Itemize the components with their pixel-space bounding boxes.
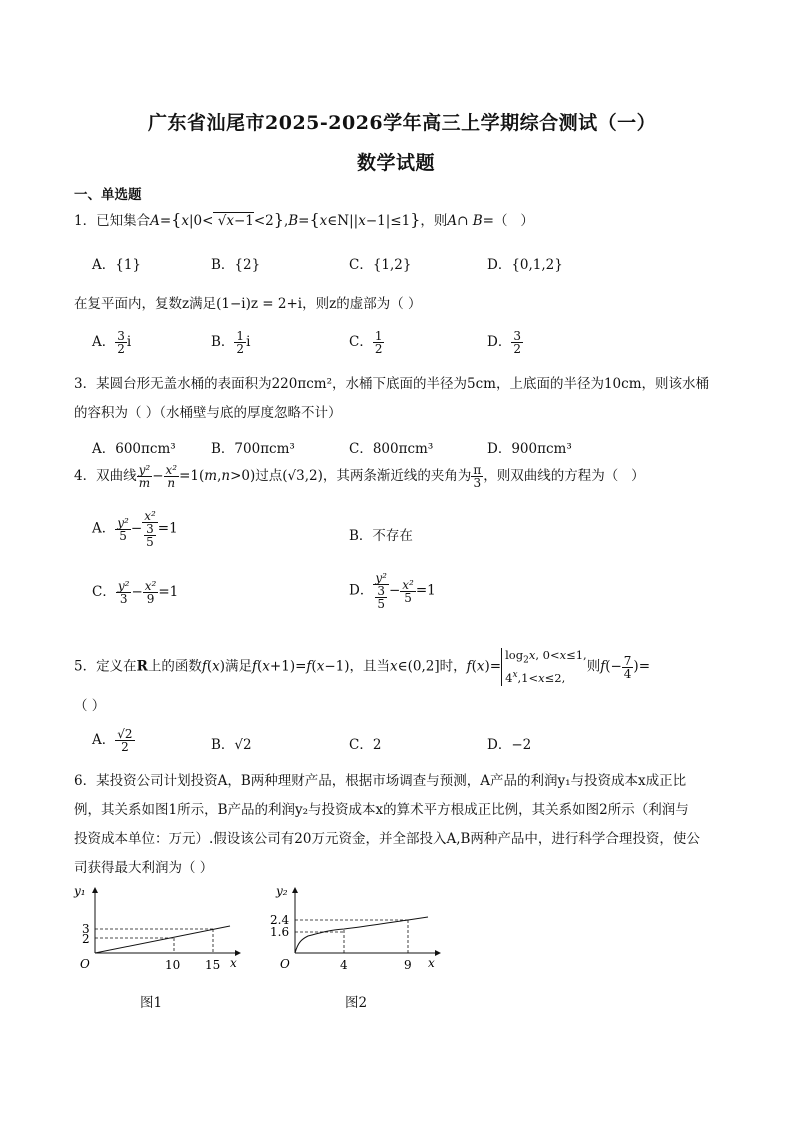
- question-1: 1．已知集合A={x|0< √x−1<2},B={x∈N||x−1|≤1}，则A∩ B=（ ）: [74, 210, 534, 229]
- question-4: 4．双曲线 $\frac{\text{y²}}{m}$ − $\frac{\text{x²}}{n}$ =1(m,n>0)过点(√3,2)，其两条渐近线的夹角为 $\frac{\pi}{3}$ ，则双曲线的方程为（ ）: [74, 463, 645, 490]
- y-axis-label: y₂: [276, 884, 288, 898]
- question-number: 1．: [74, 213, 97, 229]
- q4-option-c: C． $\frac{\text{y²}}{3}$ − $\frac{\text{x²}}{9}$ =1: [92, 579, 179, 606]
- q3-stem-line2: 的容积为（ ）（水桶壁与底的厚度忽略不计）: [74, 405, 342, 421]
- y-tick-label: 3: [82, 922, 90, 936]
- origin-label: O: [80, 957, 90, 971]
- q3-option-c: C．800πcm³: [349, 441, 434, 457]
- q1-option-c: C．{1,2}: [349, 257, 412, 273]
- section-label: 一、单选题: [74, 187, 142, 203]
- question-6: [74, 771, 686, 791]
- figure-1-graph: [68, 880, 248, 975]
- q1-option-a: A．{1}: [92, 257, 142, 273]
- q2-option-d: D． $\frac{3}{2}$: [487, 329, 521, 356]
- x-tick-label: 4: [340, 958, 348, 972]
- q5-option-b: B．√2: [211, 737, 252, 753]
- q6-stem-line2: 例，其关系如图1所示，B产品的利润y₂与投资成本x的算术平方根成正比例，其关系如图2所示（利润与: [74, 802, 689, 818]
- figure-2-caption: 图2: [345, 995, 368, 1011]
- x-axis-label: x: [230, 956, 237, 970]
- profit-line: [95, 926, 230, 953]
- figure-1-caption: 图1: [140, 995, 163, 1011]
- q2-option-b: B． $\frac{1}{2}$ i: [211, 329, 251, 356]
- y-axis-label: y₁: [74, 884, 86, 898]
- q3-option-a: A．600πcm³: [92, 441, 176, 457]
- q6-stem-line4: 司获得最大利润为（ ）: [74, 860, 214, 876]
- origin-label: O: [280, 957, 290, 971]
- y-tick-label: 2.4: [270, 913, 290, 927]
- q5-option-a: A． $\frac{√2}{2}$: [92, 727, 133, 754]
- q6-stem-line3: 投资成本单位：万元）.假设该公司有20万元资金，并全部投入A,B两种产品中，进行科学合理投资，使公: [74, 831, 700, 847]
- q2-option-c: C． $\frac{1}{2}$: [349, 329, 383, 356]
- q3-option-b: B．700πcm³: [211, 441, 295, 457]
- q5-stem-line2: （ ）: [74, 698, 106, 714]
- question-5: 5．定义在R上的函数f(x)满足f(x+1)=f(x−1)，且当x∈(0,2]时，$f(x)=\log_2x$, 0<x≤1, $4^x,1<x\le 2$,则f(− $\frac{7}{4}$ )=: [74, 648, 651, 686]
- question-2: 在复平面内，复数z满足(1−i)z = 2+i，则z的虚部为（ ）: [74, 296, 422, 312]
- q5-option-c: C．2: [349, 737, 382, 753]
- q3-stem-line1: 某圆台形无盖水桶的表面积为220πcm²，水桶下底面的半径为5cm，上底面的半径为10cm，则该水桶: [96, 376, 709, 392]
- question-number: 5．: [74, 658, 97, 675]
- q3-option-d: D．900πcm³: [487, 441, 572, 457]
- y-tick-label: 1.6: [270, 925, 290, 939]
- q4-option-d: D． $\frac{\text{y²}}{\frac{3}{5}}$ − $\frac{\text{x²}}{5}$ =1: [349, 571, 436, 611]
- question-number: 6．: [74, 773, 97, 789]
- q1-option-d: D．{0,1,2}: [487, 257, 563, 273]
- x-tick-label: 9: [404, 958, 412, 972]
- figure-2-graph: [268, 880, 448, 975]
- q1-option-b: B．{2}: [211, 257, 261, 273]
- question-number: 3．: [74, 376, 97, 392]
- x-tick-label: 15: [205, 958, 221, 972]
- q2-option-a: A． $\frac{3}{2}$ i: [92, 329, 132, 356]
- page-subtitle: 数学试题: [357, 152, 436, 174]
- question-3: [74, 374, 709, 394]
- x-axis-label: x: [428, 956, 435, 970]
- x-tick-label: 10: [165, 958, 181, 972]
- question-number: 4．: [74, 468, 97, 484]
- page-title: 广东省汕尾市2025-2026学年高三上学期综合测试（一）: [148, 112, 657, 134]
- q6-stem-line1: 某投资公司计划投资A，B两种理财产品，根据市场调查与预测，A产品的利润y₁与投资成本x成正比: [96, 773, 687, 789]
- q5-option-d: D．−2: [487, 737, 532, 753]
- y-tick-label: 2: [82, 932, 90, 946]
- q4-option-b: B．不存在: [349, 528, 413, 544]
- q4-option-a: A． $\frac{\text{y²}}{5}$ − $\frac{\text{x²}}{\frac{3}{5}}$ =1: [92, 509, 178, 549]
